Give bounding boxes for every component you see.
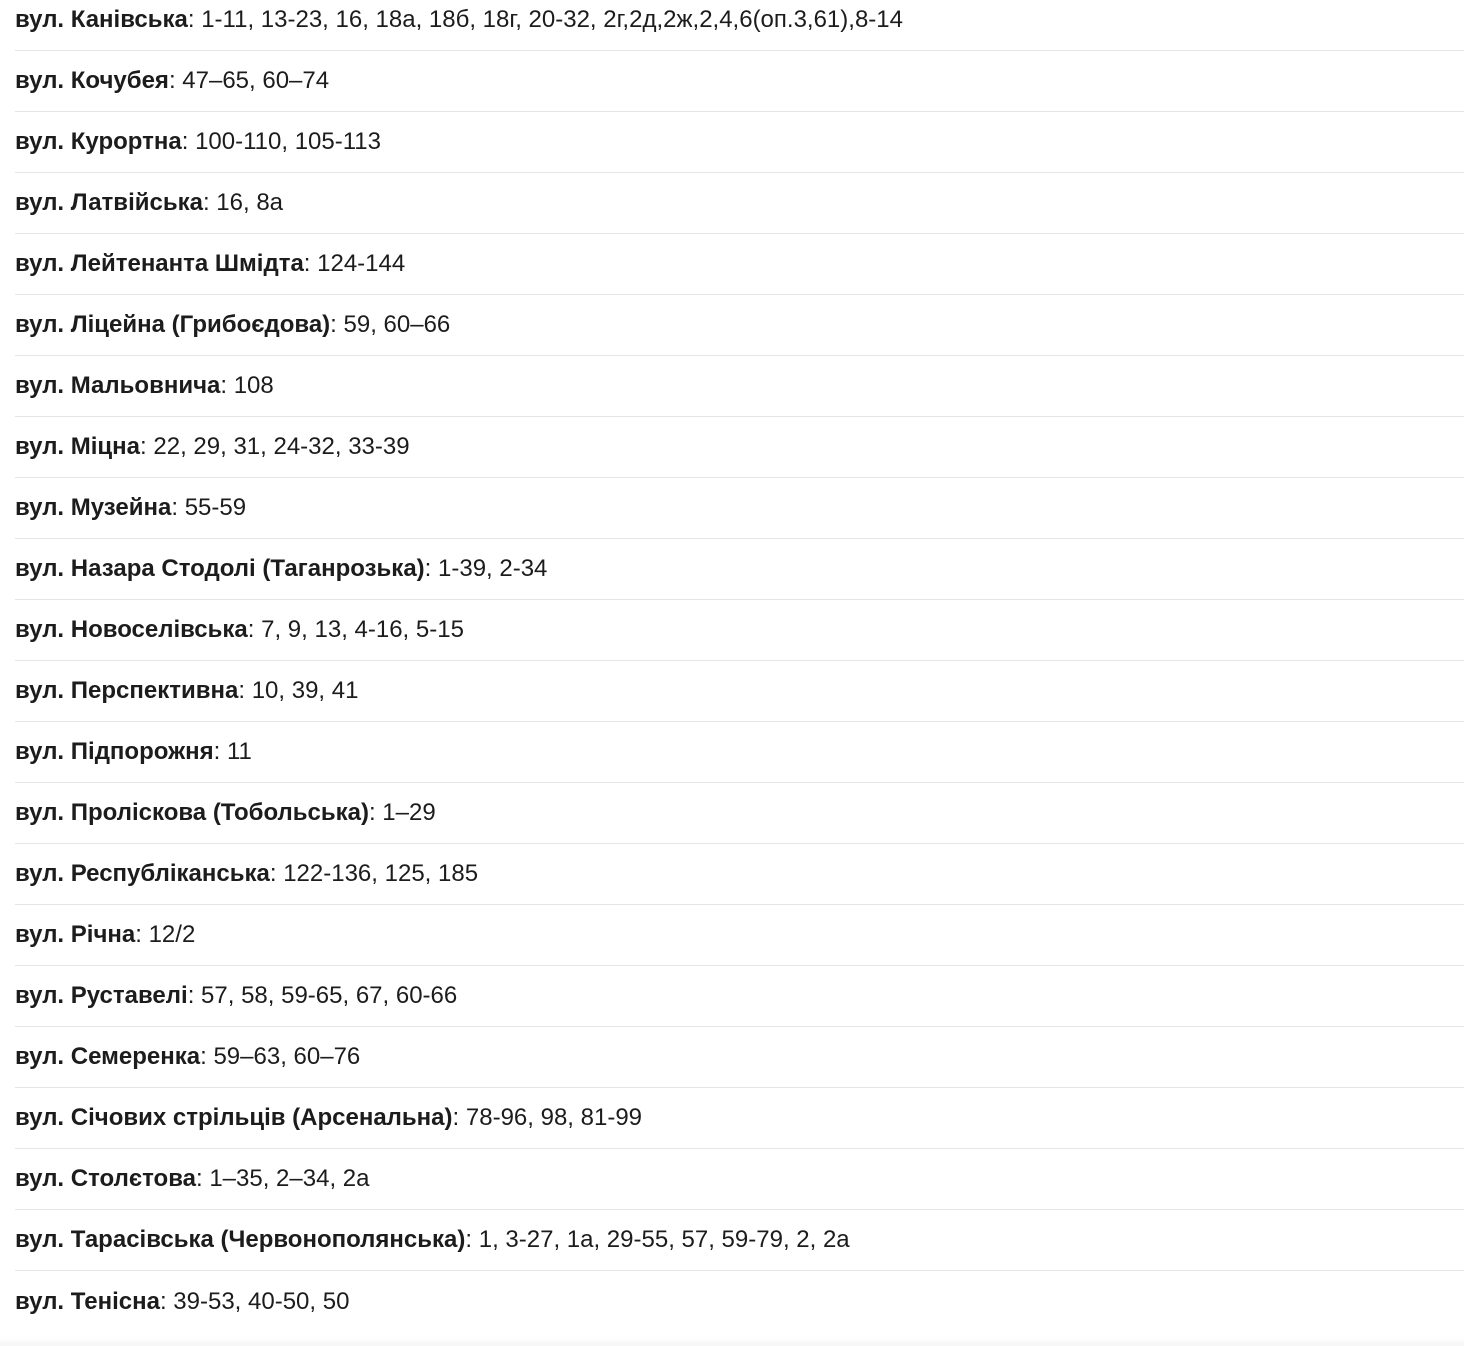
street-row (15, 661, 1464, 722)
street-row (15, 295, 1464, 356)
street-name: вул. Столєтова (15, 1165, 196, 1192)
street-name: вул. Лейтенанта Шмідта (15, 250, 304, 277)
separator: : (238, 677, 252, 704)
house-numbers: 100-110, 105-113 (195, 128, 381, 155)
separator: : (171, 494, 185, 521)
street-list (15, 0, 1464, 1342)
street-row (15, 783, 1464, 844)
separator: : (140, 433, 154, 460)
street-name: вул. Музейна (15, 494, 172, 521)
street-row (15, 234, 1464, 295)
bottom-fade (0, 1338, 1464, 1346)
street-row (15, 478, 1464, 539)
separator: : (168, 67, 183, 94)
house-numbers: 122-136, 125, 185 (283, 860, 479, 887)
street-row (15, 356, 1464, 417)
house-numbers: 7, 9, 13, 4-16, 5-15 (261, 616, 464, 643)
street-name: вул. Новоселівська (15, 616, 248, 643)
house-numbers: 59–63, 60–76 (213, 1043, 361, 1070)
house-numbers: 124-144 (317, 250, 406, 277)
separator: : (213, 738, 227, 765)
house-numbers: 12/2 (148, 921, 196, 948)
separator: : (187, 6, 202, 33)
street-row (15, 600, 1464, 661)
house-numbers: 1, 3-27, 1а, 29-55, 57, 59-79, 2, 2а (478, 1226, 850, 1253)
separator: : (330, 311, 344, 338)
house-numbers: 57, 58, 59-65, 67, 60-66 (201, 982, 458, 1009)
street-name: вул. Міцна (15, 433, 141, 460)
separator: : (195, 1165, 210, 1192)
separator: : (187, 982, 202, 1009)
street-name: вул. Канівська (15, 6, 188, 33)
street-name: вул. Кочубея (15, 67, 169, 94)
street-row (15, 0, 1464, 51)
street-name: вул. Руставелі (15, 982, 188, 1009)
house-numbers: 1-39, 2-34 (438, 555, 548, 582)
house-numbers: 39-53, 40-50, 50 (173, 1287, 350, 1315)
house-numbers: 55-59 (184, 494, 247, 521)
separator: : (247, 616, 262, 643)
street-row (15, 417, 1464, 478)
street-row (15, 1088, 1464, 1149)
street-name: вул. Пролiскова (Тобольська) (15, 799, 369, 826)
house-numbers: 108 (233, 372, 274, 399)
separator: : (269, 860, 284, 887)
separator: : (368, 799, 383, 826)
street-name: вул. Річна (15, 921, 136, 948)
separator: : (135, 921, 149, 948)
street-name: вул. Перспективна (15, 677, 239, 704)
street-row (15, 844, 1464, 905)
house-numbers: 78-96, 98, 81-99 (465, 1104, 643, 1131)
street-name: вул. Республіканська (15, 860, 270, 887)
house-numbers: 22, 29, 31, 24-32, 33-39 (153, 433, 410, 460)
street-row (15, 51, 1464, 112)
street-name: вул. Тенісна (15, 1287, 160, 1315)
street-row (15, 1027, 1464, 1088)
street-name: вул. Назара Стодолі (Таганрозька) (15, 555, 425, 582)
street-name: вул. Мальовнича (15, 372, 221, 399)
street-name: вул. Ліцейна (Грибоєдова) (15, 311, 331, 338)
separator: : (159, 1287, 174, 1315)
house-numbers: 11 (226, 738, 252, 765)
street-row (15, 905, 1464, 966)
street-row (15, 539, 1464, 600)
house-numbers: 1-11, 13-23, 16, 18а, 18б, 18г, 20-32, 2г,2д,2ж,2,4,6(оп.3,61),8-14 (201, 6, 903, 33)
separator: : (424, 555, 438, 582)
separator: : (181, 128, 196, 155)
street-name: вул. Курортна (15, 128, 182, 155)
street-row (15, 966, 1464, 1027)
separator: : (200, 1043, 214, 1070)
street-row (15, 1149, 1464, 1210)
street-name: вул. Січових стрільців (Арсенальна) (15, 1104, 453, 1131)
separator: : (220, 372, 234, 399)
street-row (15, 1271, 1464, 1332)
street-name: вул. Семеренка (15, 1043, 201, 1070)
house-numbers: 1–35, 2–34, 2а (209, 1165, 370, 1192)
street-row (15, 112, 1464, 173)
street-name: вул. Тарасівська (Червонополянська) (15, 1226, 466, 1253)
street-name: вул. Латвійська (15, 189, 203, 216)
street-name: вул. Підпорожня (15, 738, 214, 765)
street-row (15, 722, 1464, 783)
house-numbers: 10, 39, 41 (251, 677, 359, 704)
house-numbers: 1–29 (382, 799, 436, 826)
house-numbers: 59, 60–66 (343, 311, 451, 338)
separator: : (303, 250, 318, 277)
separator: : (465, 1226, 479, 1253)
house-numbers: 16, 8а (216, 189, 284, 216)
separator: : (202, 189, 217, 216)
house-numbers: 47–65, 60–74 (182, 67, 330, 94)
street-row (15, 173, 1464, 234)
street-row (15, 1210, 1464, 1271)
separator: : (452, 1104, 466, 1131)
